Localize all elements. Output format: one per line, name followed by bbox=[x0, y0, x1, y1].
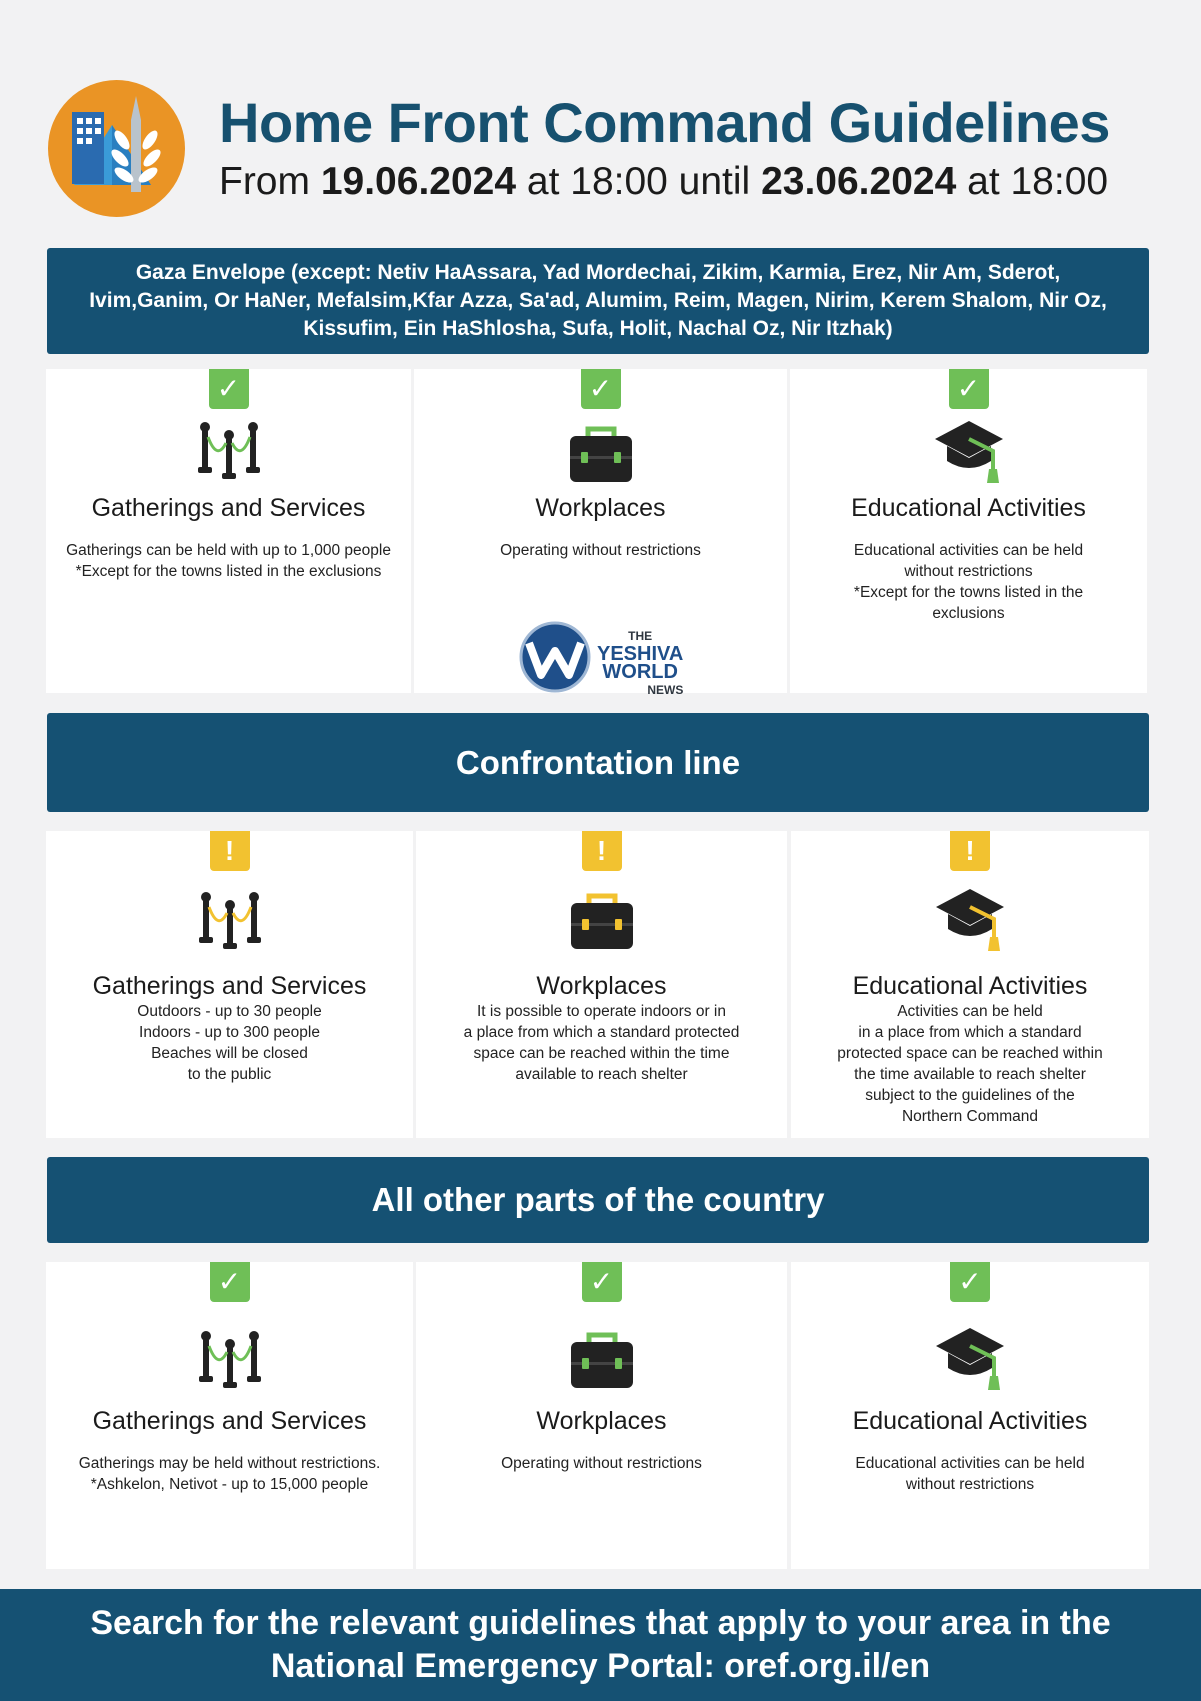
status-badge bbox=[582, 831, 622, 871]
card-title: Educational Activities bbox=[851, 494, 1086, 522]
stanchion-rope-icon bbox=[198, 891, 262, 954]
card-description: Operating without restrictions bbox=[500, 542, 701, 559]
status-badge bbox=[210, 831, 250, 871]
card-title: Gatherings and Services bbox=[92, 972, 367, 1000]
home-front-command-logo bbox=[48, 80, 185, 217]
exclamation-icon: ! bbox=[965, 835, 975, 866]
status-badge bbox=[950, 831, 990, 871]
stanchion-rope-icon bbox=[197, 421, 261, 484]
card-workplaces-gaza bbox=[414, 369, 787, 697]
footer-banner bbox=[0, 1589, 1201, 1701]
card-gatherings-other bbox=[46, 1262, 413, 1569]
status-badge bbox=[209, 369, 249, 409]
graduation-cap-icon bbox=[934, 887, 1006, 958]
card-title: Workplaces bbox=[535, 494, 666, 522]
graduation-cap-icon bbox=[934, 1326, 1006, 1397]
checkmark-icon: ✓ bbox=[216, 373, 241, 404]
start-date: 19.06.2024 bbox=[320, 160, 517, 203]
stanchion-rope-icon bbox=[198, 1330, 262, 1393]
end-time-label: at 18:00 bbox=[967, 160, 1109, 203]
section-banner-other-parts: All other parts of the country bbox=[47, 1157, 1149, 1243]
card-description: Gatherings can be held with up to 1,000 people *Except for the towns listed in the exclusions bbox=[66, 542, 391, 580]
status-badge bbox=[210, 1262, 250, 1302]
checkmark-icon: ✓ bbox=[958, 1266, 982, 1297]
checkmark-icon: ✓ bbox=[589, 1266, 614, 1297]
yeshiva-world-news-watermark bbox=[519, 621, 689, 697]
time-until-label: at 18:00 until bbox=[526, 160, 751, 203]
card-description: Activities can be held in a place from which a standard protected space can be reached within the time available to reach shelter subject to the guidelines of the Northern Command bbox=[837, 1003, 1103, 1125]
watermark-text: THE YESHIVA WORLD NEWS bbox=[597, 629, 684, 697]
card-education-gaza bbox=[790, 369, 1147, 693]
card-workplaces-confrontation bbox=[416, 831, 787, 1138]
card-description: Educational activities can be held without restrictions *Except for the towns listed in the exclusions bbox=[853, 542, 1084, 622]
checkmark-icon: ✓ bbox=[588, 373, 613, 404]
card-description: Operating without restrictions bbox=[501, 1455, 702, 1472]
checkmark-icon: ✓ bbox=[217, 1266, 242, 1297]
exclamation-icon: ! bbox=[224, 835, 235, 866]
from-label: From bbox=[219, 160, 310, 203]
status-badge bbox=[950, 1262, 990, 1302]
date-range bbox=[219, 158, 1108, 206]
card-title: Workplaces bbox=[536, 1407, 667, 1435]
briefcase-icon bbox=[569, 891, 635, 956]
card-gatherings-gaza bbox=[46, 369, 411, 693]
section-banner-gaza-envelope: Gaza Envelope (except: Netiv HaAssara, Yad Mordechai, Zikim, Karmia, Erez, Nir Am, Sderot, Ivim,Ganim, Or HaNer, Mefalsim,Kfar Azza, Sa'ad, Alumim, Reim, Magen, Nirim, Kerem Shalom, Nir Oz, Kissufim, Ein HaShlosha, Sufa, Holit, Nachal Oz, Nir Itzhak) bbox=[47, 248, 1149, 354]
card-title: Educational Activities bbox=[852, 972, 1088, 1000]
card-gatherings-confrontation bbox=[46, 831, 413, 1138]
briefcase-icon bbox=[569, 1330, 635, 1395]
graduation-cap-icon bbox=[933, 419, 1005, 490]
card-title: Gatherings and Services bbox=[91, 494, 366, 522]
card-description: It is possible to operate indoors or in a place from which a standard protected space can be reached within the time available to reach shelter bbox=[463, 1003, 740, 1083]
exclamation-icon: ! bbox=[596, 835, 607, 866]
card-education-other bbox=[791, 1262, 1149, 1569]
card-description: Outdoors - up to 30 people Indoors - up to 300 people Beaches will be closed to the public bbox=[137, 1003, 322, 1083]
status-badge bbox=[581, 369, 621, 409]
card-description: Educational activities can be held without restrictions bbox=[855, 1455, 1085, 1493]
card-title: Workplaces bbox=[536, 972, 667, 1000]
status-badge bbox=[949, 369, 989, 409]
card-workplaces-other bbox=[416, 1262, 787, 1569]
page-title: Home Front Command Guidelines bbox=[219, 91, 1110, 154]
footer-line-1: Search for the relevant guidelines that apply to your area in the bbox=[90, 1604, 1111, 1642]
briefcase-icon bbox=[568, 424, 634, 489]
checkmark-icon: ✓ bbox=[956, 373, 981, 404]
card-title: Educational Activities bbox=[852, 1407, 1088, 1435]
footer-line-2: National Emergency Portal: oref.org.il/en bbox=[270, 1647, 931, 1685]
card-education-confrontation bbox=[791, 831, 1149, 1138]
card-title: Gatherings and Services bbox=[92, 1407, 367, 1435]
end-date: 23.06.2024 bbox=[761, 160, 957, 203]
card-description: Gatherings may be held without restrictions. *Ashkelon, Netivot - up to 15,000 people bbox=[78, 1455, 381, 1493]
status-badge bbox=[582, 1262, 622, 1302]
section-banner-confrontation-line: Confrontation line bbox=[47, 713, 1149, 812]
